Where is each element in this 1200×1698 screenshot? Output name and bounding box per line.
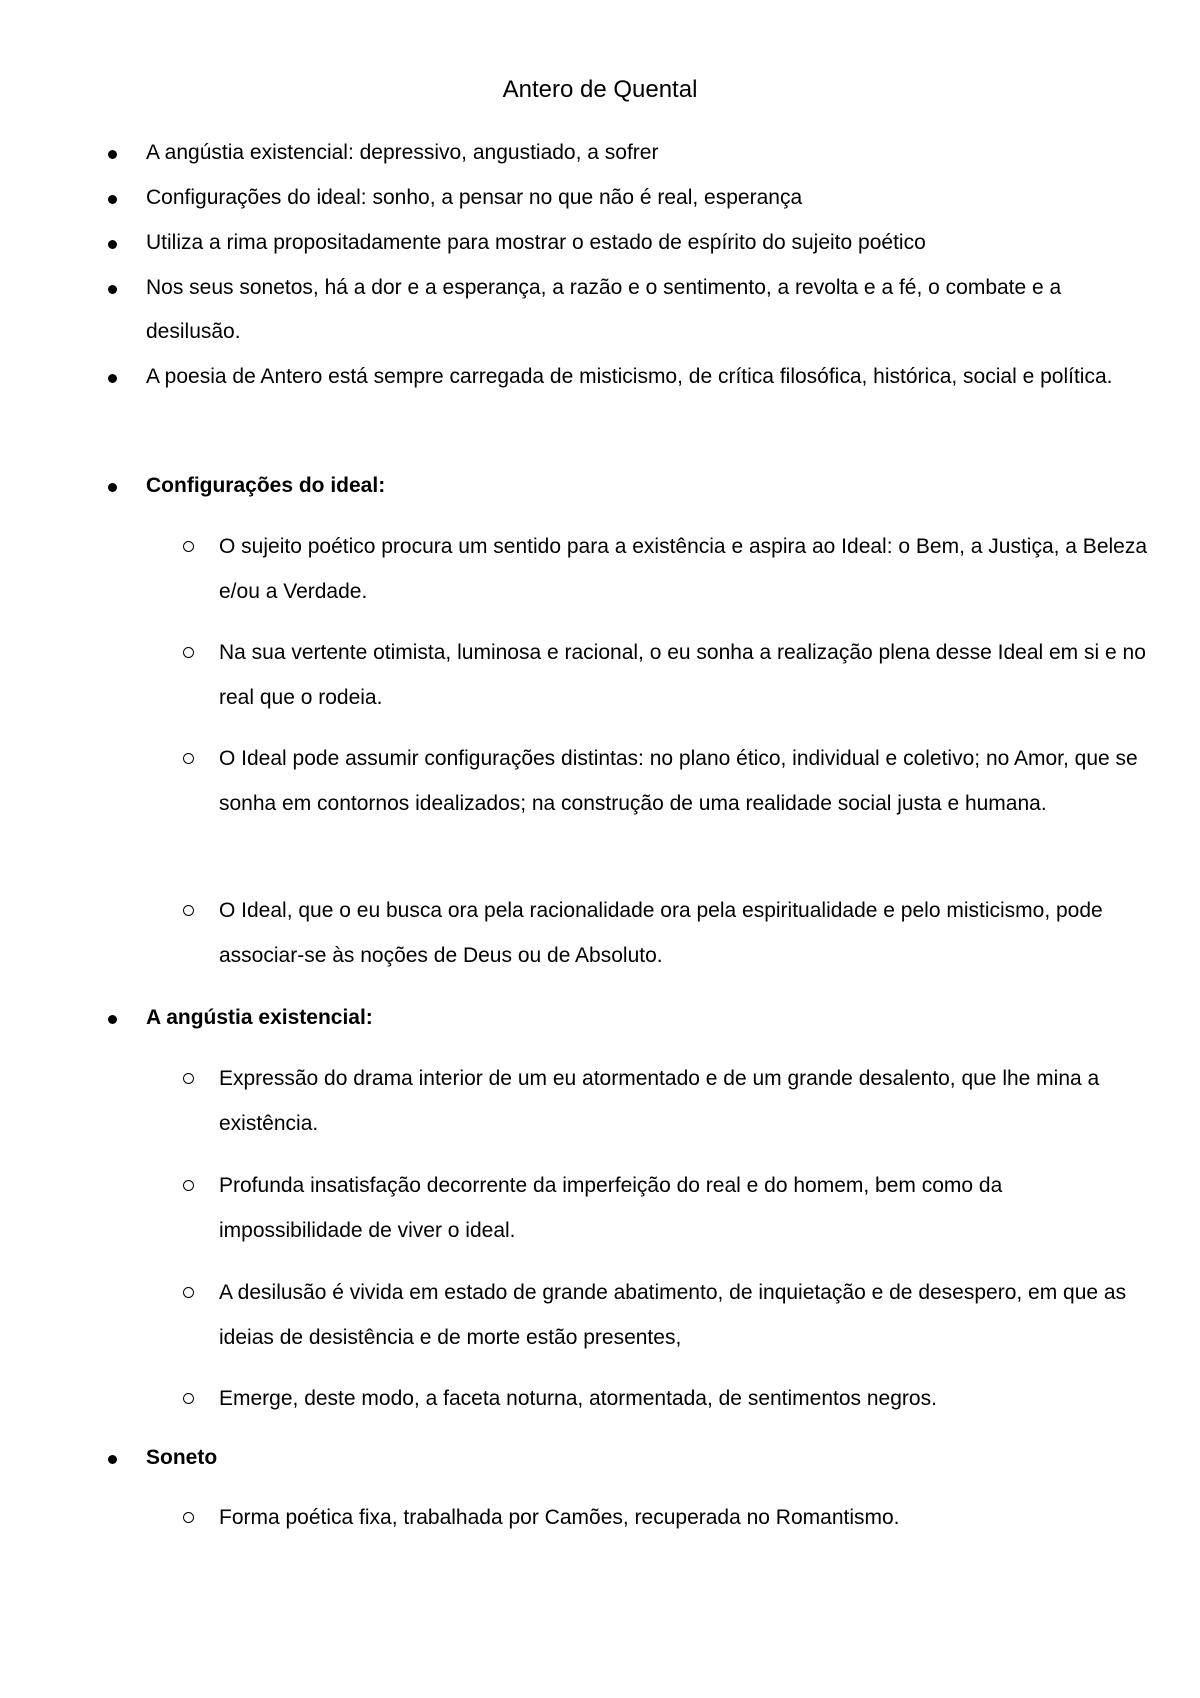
bullet-icon (108, 1455, 117, 1464)
bullet-icon (108, 285, 117, 294)
section-heading-text: A angústia existencial: (146, 1006, 373, 1029)
list-item-text: Nos seus sonetos, há a dor e a esperança, a razão e o sentimento, a revolta e a fé, o combate e a desilusão. (146, 276, 1062, 343)
sub-list-item-text: Forma poética fixa, trabalhada por Camões, recuperada no Romantismo. (219, 1506, 900, 1529)
list-item-text: A angústia existencial: depressivo, angustiado, a sofrer (146, 141, 659, 164)
section-heading-text: Soneto (146, 1446, 218, 1469)
circle-bullet-icon (183, 1393, 194, 1404)
sub-list-item-text: A desilusão é vivida em estado de grande abatimento, de inquietação e de desespero, em que as ideias de desistência e de morte estão presentes, (219, 1281, 1127, 1349)
sub-list-item-text: Emerge, deste modo, a faceta noturna, atormentada, de sentimentos negros. (219, 1387, 937, 1410)
bullet-icon (108, 195, 117, 204)
sub-list-item-text: Profunda insatisfação decorrente da imperfeição do real e do homem, bem como da impossibilidade de viver o ideal. (219, 1174, 1003, 1242)
circle-bullet-icon (183, 1180, 194, 1191)
circle-bullet-icon (183, 905, 194, 916)
list-item-text: Configurações do ideal: sonho, a pensar no que não é real, esperança (146, 186, 803, 209)
bullet-icon (108, 1015, 117, 1024)
circle-bullet-icon (183, 1512, 194, 1523)
section-heading-text: Configurações do ideal: (146, 474, 386, 497)
bullet-icon (108, 374, 117, 383)
circle-bullet-icon (183, 1287, 194, 1298)
bullet-icon (108, 150, 117, 159)
circle-bullet-icon (183, 541, 194, 552)
sub-list-item-text: O Ideal, que o eu busca ora pela racionalidade ora pela espiritualidade e pelo misticismo, pode associar-se às noções de Deus ou de Absoluto. (219, 899, 1103, 967)
circle-bullet-icon (183, 647, 194, 658)
circle-bullet-icon (183, 753, 194, 764)
bullet-icon (108, 483, 117, 492)
list-item-text: A poesia de Antero está sempre carregada de misticismo, de crítica filosófica, histórica, social e política. (146, 365, 1113, 388)
sub-list-item-text: Na sua vertente otimista, luminosa e racional, o eu sonha a realização plena desse Ideal em si e no real que o rodeia. (219, 641, 1146, 709)
sub-list-item-text: O sujeito poético procura um sentido para a existência e aspira ao Ideal: o Bem, a Justiça, a Beleza e/ou a Verdade. (219, 535, 1148, 603)
bullet-icon (108, 240, 117, 249)
page-title: Antero de Quental (502, 76, 698, 103)
sub-list-item-text: O Ideal pode assumir configurações distintas: no plano ético, individual e coletivo; no Amor, que se sonha em contornos idealizados; na construção de uma realidade social justa e humana. (219, 747, 1138, 815)
circle-bullet-icon (183, 1073, 194, 1084)
list-item-text: Utiliza a rima propositadamente para mostrar o estado de espírito do sujeito poético (146, 231, 926, 254)
sub-list-item-text: Expressão do drama interior de um eu atormentado e de um grande desalento, que lhe mina a existência. (219, 1067, 1100, 1135)
